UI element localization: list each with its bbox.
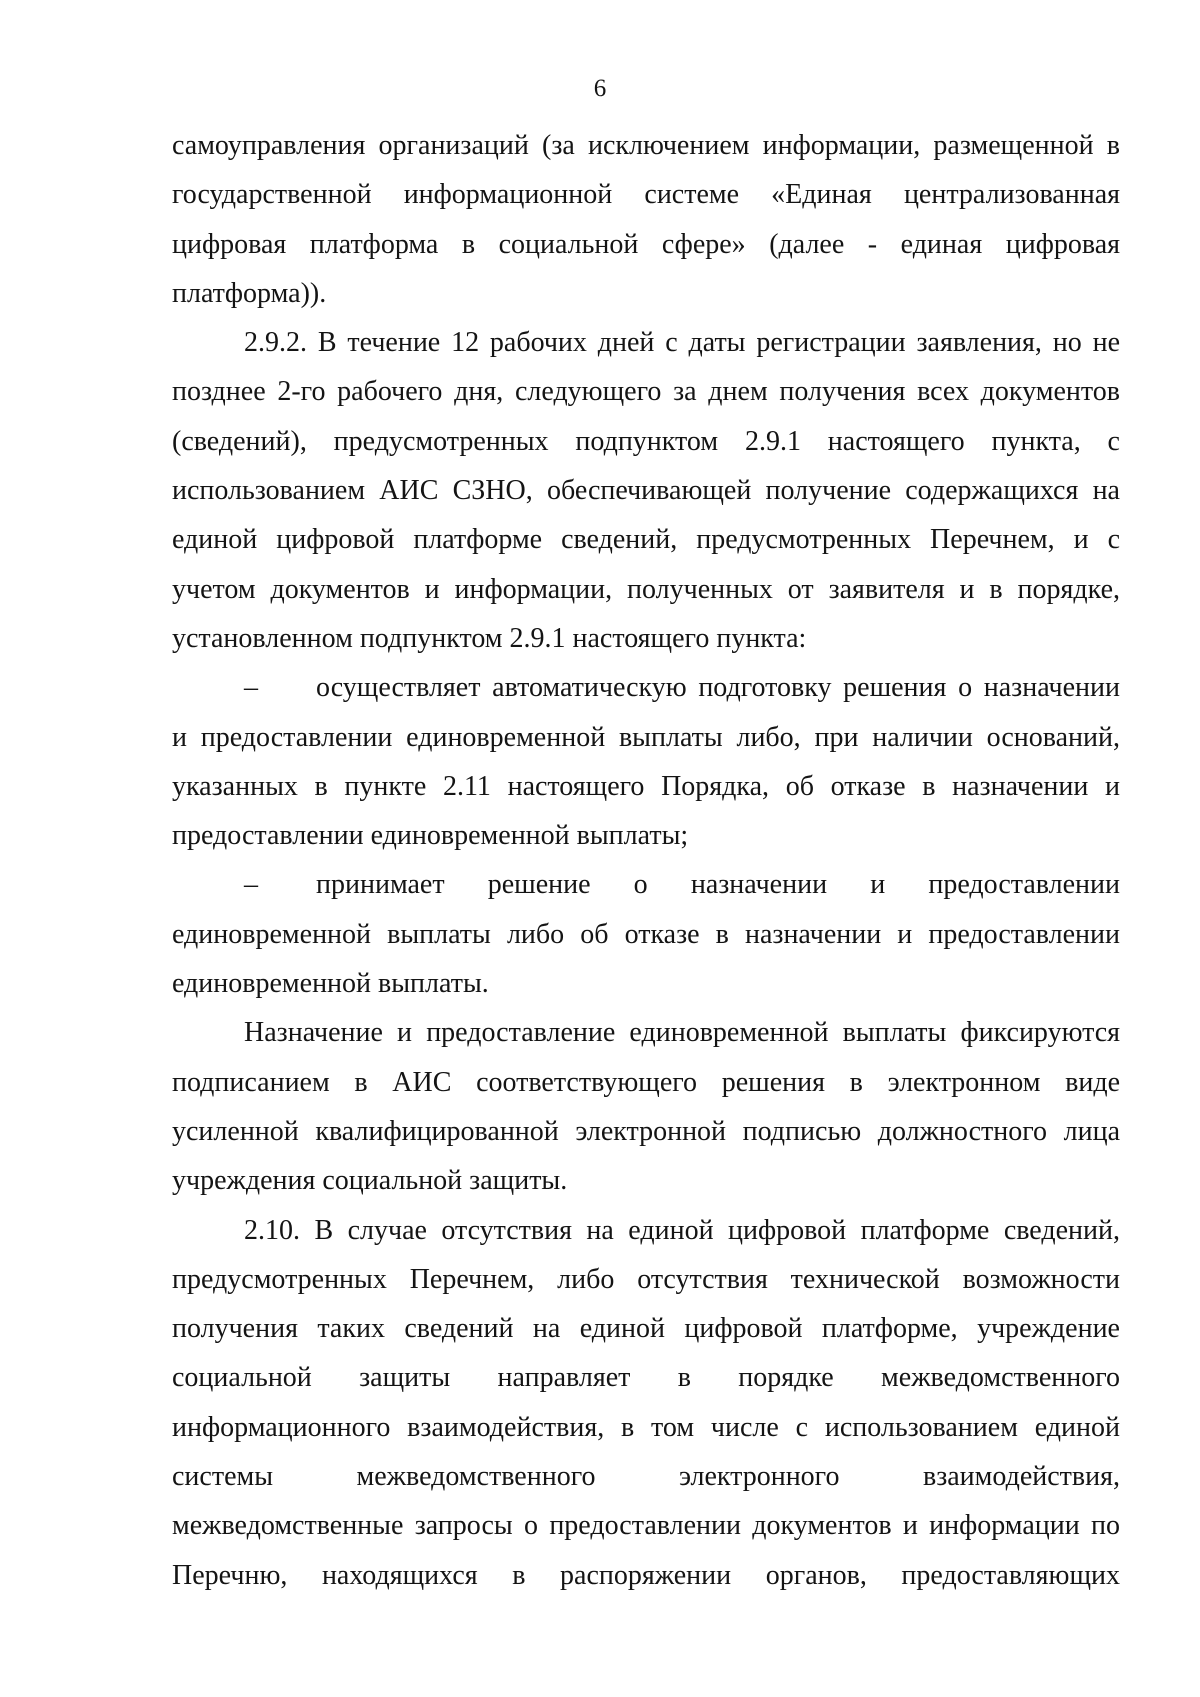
text-line: Назначение и предоставление единовременной выплаты фиксируются bbox=[244, 1017, 1120, 1049]
text-line: самоуправления организаций (за исключением информации, размещенной в bbox=[172, 130, 1120, 161]
text-line: единой цифровой платформе сведений, предусмотренных Перечнем, и с bbox=[172, 524, 1120, 556]
list-dash: – bbox=[244, 672, 258, 704]
text-line: использованием АИС СЗНО, обеспечивающей получение содержащихся на bbox=[172, 475, 1120, 507]
text-line: предоставлении единовременной выплаты; bbox=[172, 820, 689, 852]
text-line: социальной защиты направляет в порядке межведомственного bbox=[172, 1362, 1120, 1394]
text-line: межведомственные запросы о предоставлении документов и информации по bbox=[172, 1510, 1120, 1542]
text-line: и предоставлении единовременной выплаты либо, при наличии оснований, bbox=[172, 721, 1120, 753]
list-item-text: осуществляет автоматическую подготовку решения о назначении bbox=[316, 672, 1120, 704]
text-line: Перечню, находящихся в распоряжении органов, предоставляющих bbox=[172, 1559, 1120, 1591]
text-line: 2.9.2. В течение 12 рабочих дней с даты регистрации заявления, но не bbox=[244, 327, 1120, 359]
text-line: платформа)). bbox=[172, 277, 327, 309]
text-line bbox=[172, 860, 1120, 909]
text-line bbox=[172, 663, 1120, 712]
text-line: цифровая платформа в социальной сфере» (далее - единая цифровая bbox=[172, 228, 1120, 260]
text-line: учетом документов и информации, полученных от заявителя и в порядке, bbox=[172, 573, 1120, 605]
text-line: позднее 2-го рабочего дня, следующего за днем получения всех документов bbox=[172, 376, 1120, 408]
text-line: единовременной выплаты. bbox=[172, 968, 489, 1000]
text-line: установленном подпунктом 2.9.1 настоящего пункта: bbox=[172, 622, 807, 654]
text-line: учреждения социальной защиты. bbox=[172, 1165, 568, 1197]
text-line: указанных в пункте 2.11 настоящего Порядка, об отказе в назначении и bbox=[172, 770, 1120, 802]
text-line: единовременной выплаты либо об отказе в назначении и предоставлении bbox=[172, 918, 1120, 950]
list-item-text: принимает решение о назначении и предоставлении bbox=[316, 869, 1120, 901]
document-body bbox=[172, 121, 1120, 1600]
text-line: усиленной квалифицированной электронной подписью должностного лица bbox=[172, 1115, 1120, 1147]
text-line: (сведений), предусмотренных подпунктом 2.9.1 настоящего пункта, с bbox=[172, 425, 1120, 457]
text-line: предусмотренных Перечнем, либо отсутствия технической возможности bbox=[172, 1263, 1120, 1295]
text-line: подписанием в АИС соответствующего решения в электронном виде bbox=[172, 1066, 1120, 1098]
text-line: получения таких сведений на единой цифровой платформе, учреждение bbox=[172, 1313, 1120, 1345]
text-line: государственной информационной системе «Единая централизованная bbox=[172, 179, 1120, 211]
page-number: 6 bbox=[593, 75, 607, 102]
text-line: информационного взаимодействия, в том числе с использованием единой bbox=[172, 1411, 1120, 1443]
list-dash: – bbox=[244, 869, 258, 901]
text-line: 2.10. В случае отсутствия на единой цифровой платформе сведений, bbox=[244, 1214, 1120, 1246]
text-line: системы межведомственного электронного взаимодействия, bbox=[172, 1461, 1120, 1493]
